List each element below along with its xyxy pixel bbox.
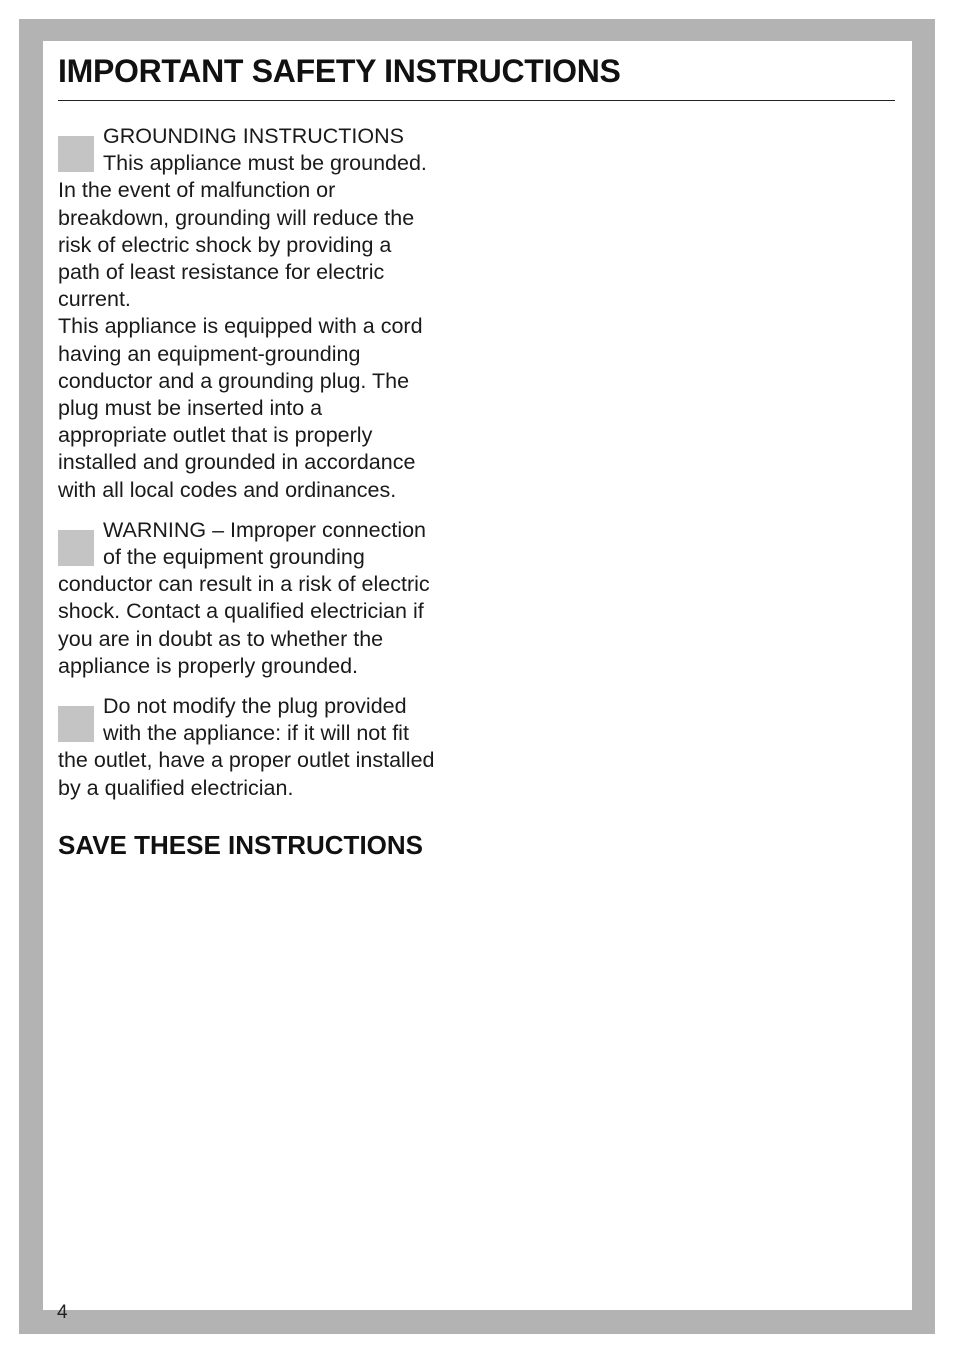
text-line: conductor and a grounding plug. The	[58, 368, 410, 393]
title-divider	[58, 100, 895, 101]
text-line: of the equipment grounding	[103, 545, 365, 570]
text-line: appropriate outlet that is properly	[58, 423, 373, 448]
text-line: risk of electric shock by providing a	[58, 232, 392, 257]
save-instructions-heading: SAVE THESE INSTRUCTIONS	[58, 829, 424, 860]
page-title: IMPORTANT SAFETY INSTRUCTIONS	[58, 53, 621, 89]
text-line: by a qualified electrician.	[58, 775, 294, 800]
grounding-instructions-block	[58, 123, 468, 504]
text-line: having an equipment-grounding	[58, 341, 361, 366]
text-line: shock. Contact a qualified electrician if	[58, 599, 424, 624]
warning-block	[58, 517, 468, 680]
plug-block	[58, 693, 468, 802]
text-line: This appliance is equipped with a cord	[58, 314, 423, 339]
text-line: Do not modify the plug provided	[103, 694, 407, 719]
text-line: WARNING – Improper connection	[103, 517, 427, 542]
text-line: you are in doubt as to whether the	[58, 626, 384, 651]
text-line: conductor can result in a risk of electric	[58, 572, 430, 597]
text-line: breakdown, grounding will reduce the	[58, 205, 415, 230]
warning-marker-icon	[58, 530, 94, 566]
text-line: appliance is properly grounded.	[58, 653, 359, 678]
text-line: plug must be inserted into a	[58, 396, 323, 421]
text-line: current.	[58, 287, 131, 312]
text-line: path of least resistance for electric	[58, 260, 385, 285]
instructions-column	[58, 123, 468, 860]
warning-marker-icon	[58, 136, 94, 172]
page-number: 4	[57, 1302, 68, 1323]
text-line: This appliance must be grounded.	[103, 151, 427, 176]
warning-marker-icon	[58, 706, 94, 742]
text-line: the outlet, have a proper outlet installed	[58, 748, 435, 773]
text-line: with all local codes and ordinances.	[58, 477, 397, 502]
text-line: with the appliance: if it will not fit	[103, 721, 409, 746]
text-line: GROUNDING INSTRUCTIONS	[103, 124, 404, 148]
text-line: installed and grounded in accordance	[58, 450, 416, 475]
text-line: In the event of malfunction or	[58, 178, 336, 203]
